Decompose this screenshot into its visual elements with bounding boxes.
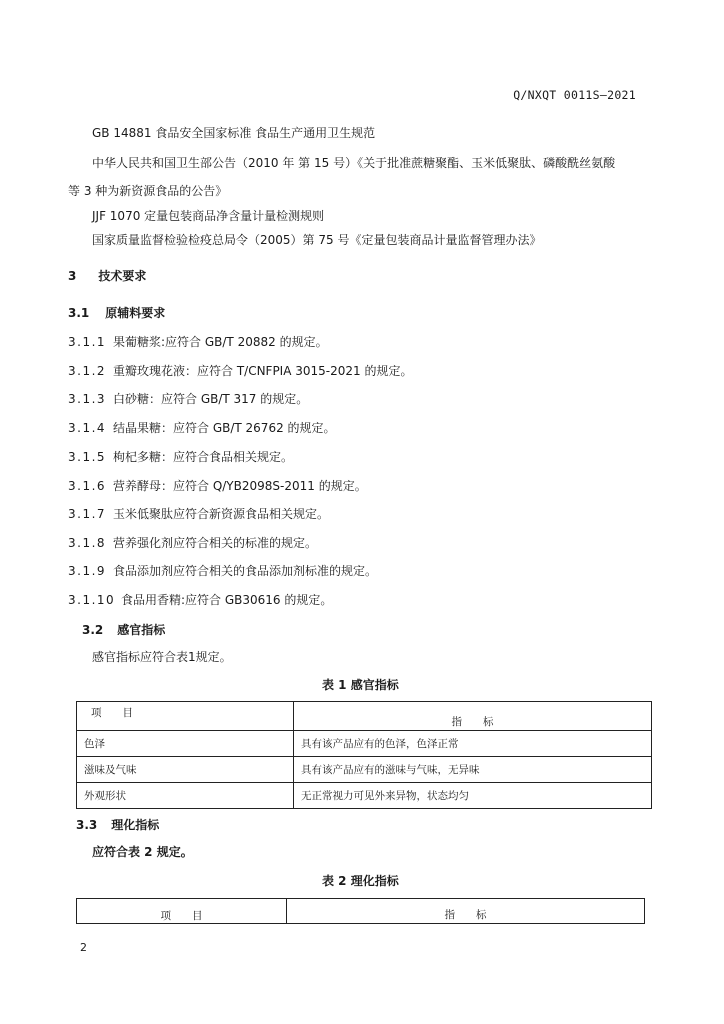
section-3-title: 技术要求 xyxy=(98,269,147,283)
document-code: Q/NXQT 0011S—2021 xyxy=(513,88,636,102)
row-item: 色泽 xyxy=(77,731,294,757)
list-item xyxy=(68,333,328,350)
item-number: 3.1.2 xyxy=(68,364,107,378)
reference-moh-announcement: 中华人民共和国卫生部公告（2010 年 第 15 号）《关于批准蔗糖聚酯、玉米低聚肽、磷酸酰丝氨酸 xyxy=(92,156,616,170)
item-text: 食品用香精:应符合 GB30616 的规定。 xyxy=(121,593,333,607)
section-3-3-heading xyxy=(76,816,159,833)
item-text: 重瓣玫瑰花液：应符合 T/CNFPIA 3015-2021 的规定。 xyxy=(113,364,413,378)
item-text: 结晶果糖：应符合 GB/T 26762 的规定。 xyxy=(113,421,336,435)
item-text: 果葡糖浆:应符合 GB/T 20882 的规定。 xyxy=(113,335,328,349)
section-3-1-number: 3.1 xyxy=(68,306,90,320)
item-number: 3.1.4 xyxy=(68,421,107,435)
item-number: 3.1.5 xyxy=(68,450,107,464)
reference-moh-announcement-cont: 等 3 种为新资源食品的公告》 xyxy=(68,184,228,198)
list-item xyxy=(68,448,293,465)
list-item xyxy=(68,505,329,522)
item-number: 3.1.7 xyxy=(68,507,107,521)
section-3-number: 3 xyxy=(68,269,77,283)
table-header-row xyxy=(77,702,652,731)
item-number: 3.1.8 xyxy=(68,536,107,550)
reference-jjf1070: JJF 1070 定量包装商品净含量计量检测规则 xyxy=(92,209,325,223)
row-index: 具有该产品应有的色泽，色泽正常 xyxy=(294,731,652,757)
list-item xyxy=(68,390,308,407)
header-item: 项 目 xyxy=(77,899,287,924)
row-index: 具有该产品应有的滋味与气味，无异味 xyxy=(294,757,652,783)
item-number: 3.1.6 xyxy=(68,479,107,493)
list-item xyxy=(68,534,317,551)
section-3-2-heading xyxy=(82,621,165,638)
row-index: 无正常视力可见外来异物，状态均匀 xyxy=(294,783,652,809)
table-1-caption: 表 1 感官指标 xyxy=(322,678,399,692)
item-text: 营养酵母：应符合 Q/YB2098S-2011 的规定。 xyxy=(113,479,367,493)
section-3-2-title: 感官指标 xyxy=(117,623,166,637)
section-3-3-number: 3.3 xyxy=(76,818,98,832)
section-3-3-body: 应符合表 2 规定。 xyxy=(92,845,193,859)
list-item xyxy=(68,477,367,494)
table-row xyxy=(77,731,652,757)
list-item xyxy=(68,562,377,579)
item-number: 3.1.9 xyxy=(68,564,107,578)
header-item: 项 目 xyxy=(77,702,294,731)
table-row xyxy=(77,757,652,783)
table-header-row xyxy=(77,899,645,924)
header-index: 指 标 xyxy=(287,899,645,924)
table-2-caption: 表 2 理化指标 xyxy=(322,874,399,888)
section-3-2-number: 3.2 xyxy=(82,623,104,637)
list-item xyxy=(68,362,412,379)
item-text: 白砂糖：应符合 GB/T 317 的规定。 xyxy=(113,392,309,406)
item-number: 3.1.10 xyxy=(68,593,116,607)
section-3-1-heading xyxy=(68,304,165,321)
section-3-2-body: 感官指标应符合表1规定。 xyxy=(92,650,232,664)
reference-aqsiq-order: 国家质量监督检验检疫总局令（2005）第 75 号《定量包装商品计量监督管理办法》 xyxy=(92,233,542,247)
row-item: 外观形状 xyxy=(77,783,294,809)
item-text: 枸杞多糖：应符合食品相关规定。 xyxy=(113,450,294,464)
section-3-3-title: 理化指标 xyxy=(111,818,160,832)
row-item: 滋味及气味 xyxy=(77,757,294,783)
header-index: 指 标 xyxy=(294,702,652,731)
sensory-table xyxy=(76,701,652,809)
section-3-heading xyxy=(68,267,146,284)
list-item xyxy=(68,591,332,608)
item-text: 营养强化剂应符合相关的标准的规定。 xyxy=(113,536,318,550)
list-item xyxy=(68,419,336,436)
item-text: 食品添加剂应符合相关的食品添加剂标准的规定。 xyxy=(113,564,378,578)
physchem-table xyxy=(76,898,645,924)
item-number: 3.1.1 xyxy=(68,335,107,349)
page-number: 2 xyxy=(80,941,87,954)
item-number: 3.1.3 xyxy=(68,392,107,406)
item-text: 玉米低聚肽应符合新资源食品相关规定。 xyxy=(113,507,330,521)
reference-gb14881: GB 14881 食品安全国家标准 食品生产通用卫生规范 xyxy=(92,126,376,140)
table-row xyxy=(77,783,652,809)
section-3-1-title: 原辅料要求 xyxy=(105,306,166,320)
